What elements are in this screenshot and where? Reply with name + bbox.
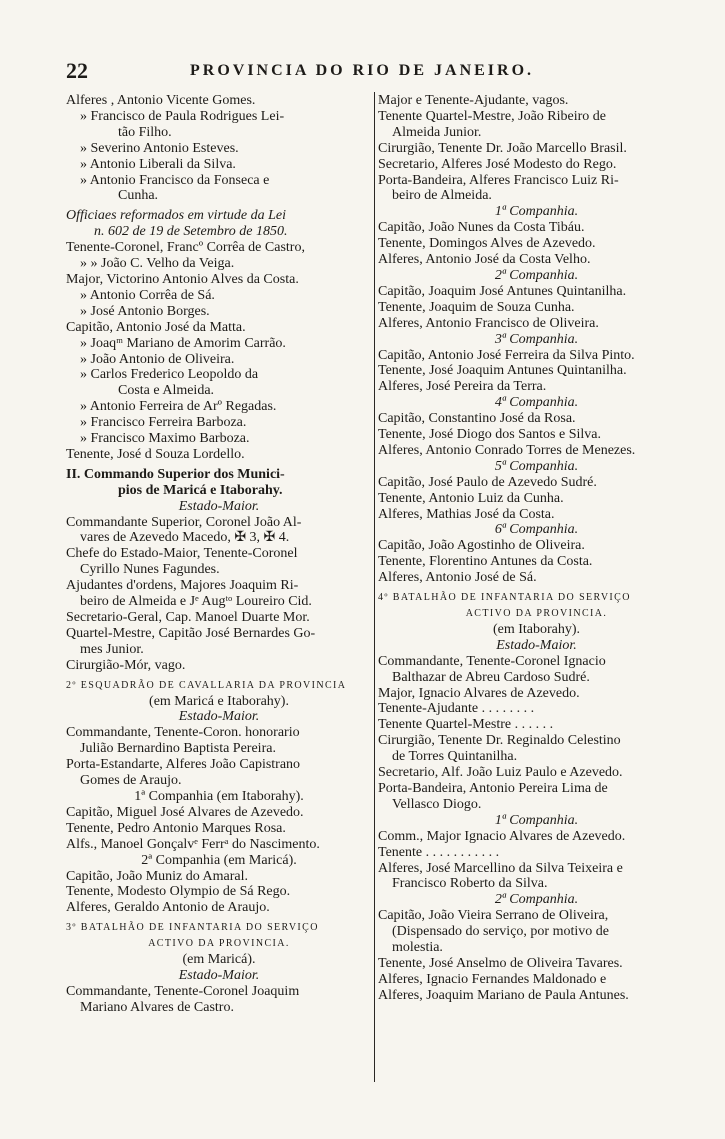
- text-line: Major e Tenente-Ajudante, vagos.: [378, 93, 569, 108]
- text-line: Alferes, Geraldo Antonio de Araujo.: [66, 900, 270, 916]
- text-line: 3ª Companhia.: [494, 331, 579, 347]
- text-line: Alferes, José Pereira da Terra.: [378, 379, 547, 395]
- text-line: Capitão, Antonio José Ferreira da Silva Pinto.: [378, 347, 635, 363]
- text-line: Estado-Maior.: [496, 637, 577, 653]
- text-line: » José Antonio Borges.: [80, 303, 210, 319]
- text-line: Quartel-Mestre, Capitão José Bernardes Go-: [66, 625, 316, 641]
- text-line: beiro de Almeida e Jᵉ Augᵗᵒ Loureiro Cid.: [80, 594, 312, 610]
- text-line: Tenente, José Joaquim Antunes Quintanilha.: [378, 363, 627, 379]
- text-line: Tenente, Antonio Luiz da Cunha.: [378, 490, 564, 506]
- text-line: » Francisco Ferreira Barboza.: [80, 415, 247, 431]
- text-line: » Severino Antonio Esteves.: [80, 140, 239, 156]
- text-line: tão Filho.: [118, 124, 172, 140]
- right-column: [378, 93, 695, 1004]
- text-line: n. 602 de 19 de Setembro de 1850.: [94, 224, 288, 240]
- text-line: (em Itaborahy).: [492, 621, 581, 637]
- text-line: 2ª Companhia.: [494, 892, 579, 908]
- text-line: pios de Maricá e Itaborahy.: [118, 482, 283, 498]
- text-line: » Antonio Liberali da Silva.: [80, 156, 236, 172]
- text-line: Alferes, Antonio Francisco de Oliveira.: [378, 315, 599, 331]
- text-line: Alfs., Manoel Gonçalvᵉ Ferrᵃ do Nascimento.: [66, 836, 320, 852]
- text-line: » » João C. Velho da Veiga.: [80, 256, 235, 272]
- text-line: » Antonio Ferreira de Arº Regadas.: [80, 399, 277, 415]
- text-line: Alferes, José Marcellino da Silva Teixeira e: [378, 860, 623, 876]
- text-line: Balthazar de Abreu Cardoso Sudré.: [392, 669, 590, 685]
- text-line: Commandante, Tenente-Coronel Ignacio: [378, 653, 606, 669]
- text-line: 5ª Companhia.: [494, 458, 579, 474]
- text-line: Cirurgião, Tenente Dr. Reginaldo Celestino: [378, 733, 621, 749]
- text-line: (em Maricá).: [182, 952, 256, 968]
- text-line: de Torres Quintanilha.: [392, 749, 518, 765]
- text-line: Tenente-Coronel, Francº Corrêa de Castro,: [66, 240, 305, 256]
- text-line: Gomes de Araujo.: [80, 773, 182, 789]
- text-line: Porta-Estandarte, Alferes João Capistrano: [66, 757, 301, 773]
- text-line: Estado-Maior.: [178, 967, 260, 983]
- text-line: Capitão, João Muniz do Amaral.: [66, 868, 248, 884]
- text-line: Alferes, Joaquim Mariano de Paula Antunes.: [378, 987, 629, 1003]
- text-line: Porta-Bandeira, Antonio Pereira Lima de: [378, 780, 608, 796]
- text-line: ACTIVO DA PROVINCIA.: [465, 608, 608, 619]
- text-line: Tenente Quartel-Mestre, João Ribeiro de: [378, 108, 606, 124]
- text-line: Tenente, José Diogo dos Santos e Silva.: [378, 427, 601, 443]
- text-line: (em Maricá e Itaborahy).: [149, 693, 289, 709]
- text-line: Alferes, Mathias José da Costa.: [378, 506, 555, 522]
- text-line: Tenente . . . . . . . . . . .: [378, 844, 500, 860]
- text-line: 6ª Companhia.: [494, 522, 579, 538]
- text-line: 2º ESQUADRÃO DE CAVALLARIA DA PROVINCIA: [66, 679, 347, 691]
- text-line: » Francisco de Paula Rodrigues Lei-: [80, 108, 285, 124]
- text-line: Capitão, Joaquim José Antunes Quintanilha.: [378, 283, 627, 299]
- text-line: Julião Bernardino Baptista Pereira.: [80, 741, 276, 757]
- text-line: beiro de Almeida.: [392, 188, 492, 204]
- text-line: Tenente, Pedro Antonio Marques Rosa.: [66, 820, 286, 836]
- text-line: Major, Victorino Antonio Alves da Costa.: [66, 271, 299, 287]
- text-line: Commandante Superior, Coronel João Al-: [66, 514, 302, 530]
- text-line: Capitão, Antonio José da Matta.: [66, 319, 246, 335]
- text-line: Alferes, Antonio José de Sá.: [378, 570, 537, 586]
- text-line: Alferes, Ignacio Fernandes Maldonado e: [378, 971, 607, 987]
- text-line: vares de Azevedo Macedo, ✠ 3, ✠ 4.: [80, 530, 290, 546]
- text-line: 3º BATALHÃO DE INFANTARIA DO SERVIÇO: [66, 922, 319, 934]
- text-line: Officiaes reformados em virtude da Lei: [66, 208, 286, 224]
- text-line: » Antonio Corrêa de Sá.: [80, 287, 215, 303]
- text-line: Capitão, Constantino José da Rosa.: [378, 411, 576, 427]
- text-line: Tenente, Modesto Olympio de Sá Rego.: [66, 884, 291, 900]
- text-line: Capitão, João Agostinho de Oliveira.: [378, 538, 585, 554]
- text-line: » Francisco Maximo Barboza.: [80, 431, 250, 447]
- text-line: Secretario, Alf. João Luiz Paulo e Azevedo.: [378, 765, 623, 781]
- text-line: 2ª Companhia (em Maricá).: [141, 852, 297, 868]
- text-line: Tenente-Ajudante . . . . . . . .: [378, 701, 535, 717]
- text-line: Tenente, Florentino Antunes da Costa.: [378, 554, 593, 570]
- text-line: Vellasco Diogo.: [392, 796, 482, 812]
- text-line: 4º BATALHÃO DE INFANTARIA DO SERVIÇO: [378, 592, 631, 604]
- text-line: Secretario-Geral, Cap. Manoel Duarte Mor.: [66, 610, 310, 625]
- text-line: Mariano Alvares de Castro.: [80, 999, 234, 1015]
- left-column: [66, 93, 372, 1016]
- text-line: Alferes, Antonio Conrado Torres de Menezes.: [378, 442, 636, 458]
- column-divider: [374, 92, 375, 1082]
- text-line: Porta-Bandeira, Alferes Francisco Luiz Ri-: [378, 172, 619, 188]
- running-title: PROVINCIA DO RIO DE JANEIRO.: [190, 62, 535, 79]
- text-line: Capitão, João Nunes da Costa Tibáu.: [378, 220, 585, 236]
- text-line: Capitão, José Paulo de Azevedo Sudré.: [378, 474, 597, 490]
- text-line: Cirurgião, Tenente Dr. João Marcello Brasil.: [378, 140, 627, 156]
- text-line: 1ª Companhia (em Itaborahy).: [134, 788, 304, 804]
- text-line: Alferes, Antonio José da Costa Velho.: [378, 252, 591, 268]
- text-line: 1ª Companhia.: [494, 812, 579, 828]
- text-line: Costa e Almeida.: [118, 383, 215, 399]
- text-line: mes Junior.: [80, 641, 144, 657]
- text-line: Commandante, Tenente-Coronel Joaquim: [66, 983, 300, 999]
- text-line: Alferes , Antonio Vicente Gomes.: [66, 93, 256, 108]
- text-line: Tenente, José d Souza Lordello.: [66, 446, 245, 462]
- text-line: Tenente Quartel-Mestre . . . . . .: [378, 717, 554, 733]
- text-line: Cirurgião-Mór, vago.: [66, 657, 186, 673]
- text-line: » Antonio Francisco da Fonseca e: [80, 172, 270, 188]
- text-line: Major, Ignacio Alvares de Azevedo.: [378, 685, 580, 701]
- page-number: 22: [66, 58, 88, 83]
- text-line: Almeida Junior.: [392, 124, 482, 140]
- text-line: 2ª Companhia.: [494, 267, 579, 283]
- text-line: Capitão, João Vieira Serrano de Oliveira,: [378, 908, 609, 924]
- text-line: 4ª Companhia.: [494, 395, 579, 411]
- text-line: » João Antonio de Oliveira.: [80, 351, 235, 367]
- text-line: (Dispensado do serviço, por motivo de: [392, 924, 609, 940]
- text-line: » Carlos Frederico Leopoldo da: [80, 367, 259, 383]
- text-line: Tenente, José Anselmo de Oliveira Tavares.: [378, 955, 623, 971]
- text-line: II. Commando Superior dos Munici-: [66, 466, 285, 482]
- text-line: molestia.: [392, 940, 443, 956]
- text-line: Ajudantes d'ordens, Majores Joaquim Ri-: [66, 578, 299, 594]
- text-line: Estado-Maior.: [178, 498, 260, 514]
- text-line: Commandante, Tenente-Coron. honorario: [66, 725, 300, 741]
- text-line: Capitão, Miguel José Alvares de Azevedo.: [66, 804, 304, 820]
- text-line: Comm., Major Ignacio Alvares de Azevedo.: [378, 828, 626, 844]
- text-line: Francisco Roberto da Silva.: [392, 876, 548, 892]
- text-line: Secretario, Alferes José Modesto do Rego.: [378, 156, 617, 172]
- text-line: Cunha.: [118, 188, 159, 204]
- text-line: Chefe do Estado-Maior, Tenente-Coronel: [66, 546, 298, 562]
- text-line: 1ª Companhia.: [494, 204, 579, 220]
- text-line: ACTIVO DA PROVINCIA.: [148, 938, 290, 950]
- text-line: » Joaqᵐ Mariano de Amorim Carrão.: [80, 335, 286, 351]
- text-line: Cyrillo Nunes Fagundes.: [80, 562, 220, 578]
- text-line: Tenente, Joaquim de Souza Cunha.: [378, 299, 575, 315]
- text-line: Tenente, Domingos Alves de Azevedo.: [378, 236, 596, 252]
- text-line: Estado-Maior.: [178, 709, 260, 725]
